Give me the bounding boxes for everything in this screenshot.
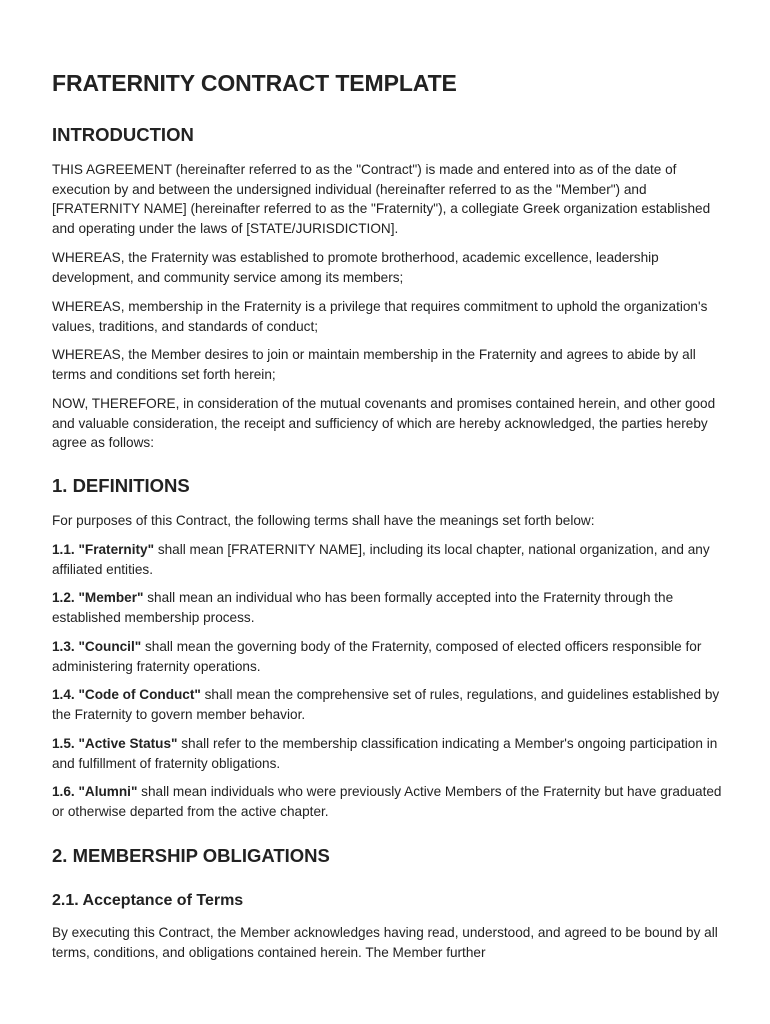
document-title: FRATERNITY CONTRACT TEMPLATE (52, 70, 457, 96)
definitions-intro: For purposes of this Contract, the following terms shall have the meanings set forth below: (52, 513, 595, 528)
definition-item (52, 685, 722, 724)
definition-term: 1.4. "Code of Conduct" (52, 687, 201, 702)
definition-text: shall mean an individual who has been formally accepted into the Fraternity through the established membership process. (52, 590, 674, 625)
definition-text: shall mean individuals who were previously Active Members of the Fraternity but have graduated or otherwise departed from the active chapter. (52, 784, 722, 819)
intro-paragraph-whereas-3: WHEREAS, the Member desires to join or maintain membership in the Fraternity and agrees to abide by all terms and conditions set forth herein; (52, 347, 696, 382)
definition-term: 1.5. "Active Status" (52, 736, 178, 751)
definition-text: shall mean the comprehensive set of rules, regulations, and guidelines established by the Fraternity to govern member behavior. (52, 687, 720, 722)
definition-item (52, 588, 722, 627)
definition-text: shall refer to the membership classification indicating a Member's ongoing participation in and fulfillment of fraternity obligations. (52, 736, 718, 771)
definition-text: shall mean the governing body of the Fraternity, composed of elected officers responsible for administering fraternity operations. (52, 639, 702, 674)
definition-term: 1.1. "Fraternity" (52, 542, 155, 557)
acceptance-of-terms-paragraph: By executing this Contract, the Member acknowledges having read, understood, and agreed to be bound by all terms, conditions, and obligations contained herein. The Member further (52, 925, 718, 960)
subsection-heading-acceptance-of-terms: 2.1. Acceptance of Terms (52, 892, 244, 909)
definition-item (52, 782, 722, 821)
section-heading-introduction: INTRODUCTION (52, 124, 194, 145)
definition-text: shall mean [FRATERNITY NAME], including its local chapter, national organization, and any affiliated entities. (52, 542, 710, 577)
intro-paragraph-whereas-1: WHEREAS, the Fraternity was established to promote brotherhood, academic excellence, leadership development, and community service among its members; (52, 250, 659, 285)
section-heading-definitions: 1. DEFINITIONS (52, 475, 190, 496)
intro-paragraph-whereas-2: WHEREAS, membership in the Fraternity is a privilege that requires commitment to uphold the organization's values, traditions, and standards of conduct; (52, 299, 708, 334)
section-heading-membership-obligations: 2. MEMBERSHIP OBLIGATIONS (52, 845, 330, 866)
definition-item (52, 637, 722, 676)
definition-term: 1.2. "Member" (52, 590, 144, 605)
definition-term: 1.3. "Council" (52, 639, 142, 654)
definition-item (52, 540, 722, 579)
intro-paragraph-agreement: THIS AGREEMENT (hereinafter referred to as the "Contract") is made and entered into as of the date of execution by and between the undersigned individual (hereinafter referred to as the "Member") and [FRATERNITY NAME] (hereinafter referred to as the "Fraternity"), a collegiate Greek organization established and operating under the laws of [STATE/JURISDICTION]. (52, 162, 711, 236)
definition-term: 1.6. "Alumni" (52, 784, 138, 799)
intro-paragraph-now-therefore: NOW, THEREFORE, in consideration of the mutual covenants and promises contained herein, and other good and valuable consideration, the receipt and sufficiency of which are hereby acknowledged, the parties hereby agree as follows: (52, 396, 716, 451)
definition-item (52, 734, 722, 773)
